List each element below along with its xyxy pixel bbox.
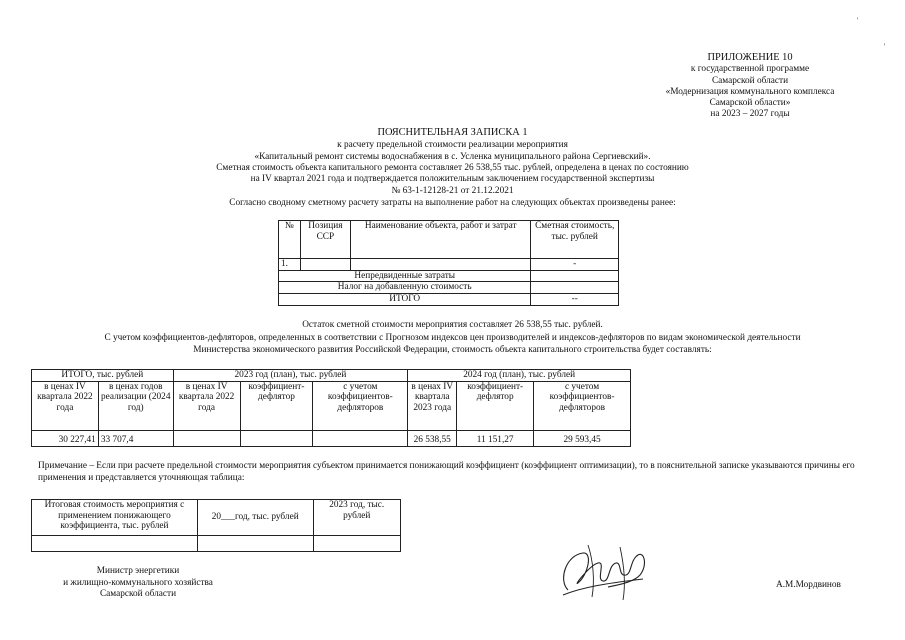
- appendix-line: на 2023 – 2027 годы: [710, 109, 790, 120]
- remaining-cost-text: Остаток сметной стоимости мероприятия составляет 26 538,55 тыс. рублей.: [302, 320, 603, 330]
- group-header: 2024 год (план), тыс. рублей: [408, 370, 631, 382]
- sub-header: коэффициент-дефлятор: [457, 381, 534, 430]
- signatory-name: А.М.Мордвинов: [776, 580, 841, 590]
- position-line: Министр энергетики: [96, 566, 180, 576]
- scan-mark: ': [857, 16, 859, 25]
- table-cell: -: [531, 259, 619, 271]
- group-header: ИТОГО, тыс. рублей: [32, 370, 174, 382]
- header-line: Согласно сводному сметному расчету затраты на выполнение работ на следующих объектах произведены ранее:: [229, 198, 676, 208]
- vat-label: Налог на добавленную стоимость: [279, 282, 531, 294]
- header-line: на IV квартал 2021 года и подтверждается положительным заключением государственной экспертизы: [250, 174, 655, 184]
- table-header: Итоговая стоимость мероприятия с применением понижающего коэффициента, тыс. рублей: [32, 500, 198, 536]
- header-line: Сметная стоимость объекта капитального ремонта составляет 26 538,55 тыс. рублей, определена в ценах по состоянию: [216, 163, 689, 173]
- table-cell: [351, 259, 531, 271]
- table-header: Сметная стоимость, тыс. рублей: [531, 221, 619, 259]
- sub-header: коэффициент-дефлятор: [240, 381, 313, 430]
- header-line: «Капитальный ремонт системы водоснабжения в с. Усленка муниципального района Сергиевский».: [254, 152, 651, 162]
- table-cell: [32, 536, 198, 552]
- deflator-table: [31, 369, 631, 447]
- position-line: Самарской области: [99, 589, 177, 600]
- total-label: ИТОГО: [279, 294, 531, 306]
- table-header: 2023 год, тыс. рублей: [313, 500, 400, 536]
- table-header: Наименование объекта, работ и затрат: [351, 221, 531, 259]
- table-cell: 29 593,45: [534, 430, 631, 446]
- table-header: №: [279, 221, 301, 259]
- sub-header: в ценах годов реализации (2024 год): [98, 381, 173, 430]
- cost-items-table: [278, 220, 619, 306]
- table-cell: 11 151,27: [457, 430, 534, 446]
- header-line: к расчету предельной стоимости реализации мероприятия: [337, 140, 568, 150]
- handwritten-signature: [548, 535, 658, 605]
- table-cell: 30 227,41: [32, 430, 99, 446]
- note-text: Примечание – Если при расчете предельной стоимости мероприятия субъектом принимается понижающий коэффициент (коэффициент оптимизации), то в пояснительной записке указываются причины его применения и представляется уточняющая таблица:: [38, 461, 855, 483]
- appendix-block: [620, 52, 880, 120]
- deflator-text: С учетом коэффициентов-дефляторов, определенных в соответствии с Прогнозом индексов цен производителей и индексов-дефляторов по видам экономической деятельности: [104, 333, 801, 343]
- table-header: 20___год, тыс. рублей: [197, 500, 313, 536]
- table-cell: 33 707,4: [98, 430, 173, 446]
- document-title: ПОЯСНИТЕЛЬНАЯ ЗАПИСКА 1: [377, 127, 528, 138]
- table-cell: [313, 536, 400, 552]
- sub-header: с учетом коэффициентов-дефляторов: [534, 381, 631, 430]
- optimization-table: [31, 499, 401, 552]
- total-value: --: [531, 294, 619, 306]
- sub-header: с учетом коэффициентов-дефляторов: [313, 381, 408, 430]
- scan-mark: ': [884, 42, 886, 51]
- appendix-line: Самарской области: [711, 75, 789, 86]
- table-cell: 26 538,55: [408, 430, 457, 446]
- header-line: № 63-1-12128-21 от 21.12.2021: [391, 186, 514, 196]
- sub-header: в ценах IV квартала 2022 года: [173, 381, 240, 430]
- table-cell: 1.: [279, 259, 301, 271]
- sub-header: в ценах IV квартала 2022 года: [32, 381, 99, 430]
- signatory-position: [38, 566, 238, 601]
- table-cell: [240, 430, 313, 446]
- appendix-number: ПРИЛОЖЕНИЕ 10: [707, 52, 793, 63]
- table-header: Позиция ССР: [300, 221, 350, 259]
- table-cell: [531, 270, 619, 282]
- appendix-line: «Модернизация коммунального комплекса: [665, 86, 835, 97]
- appendix-line: Самарской области»: [709, 97, 791, 108]
- group-header: 2023 год (план), тыс. рублей: [173, 370, 408, 382]
- table-cell: [313, 430, 408, 446]
- deflator-text: Министерства экономического развития Российской Федерации, стоимость объекта капитального строительства будет составлять:: [193, 345, 712, 355]
- unforeseen-label: Непредвиденные затраты: [279, 270, 531, 282]
- table-cell: [300, 259, 350, 271]
- sub-header: в ценах IV квартала 2023 года: [408, 381, 457, 430]
- table-cell: [531, 282, 619, 294]
- table-cell: [197, 536, 313, 552]
- position-line: и жилищно-коммунального хозяйства: [63, 577, 213, 588]
- table-cell: [173, 430, 240, 446]
- appendix-line: к государственной программе: [690, 64, 810, 75]
